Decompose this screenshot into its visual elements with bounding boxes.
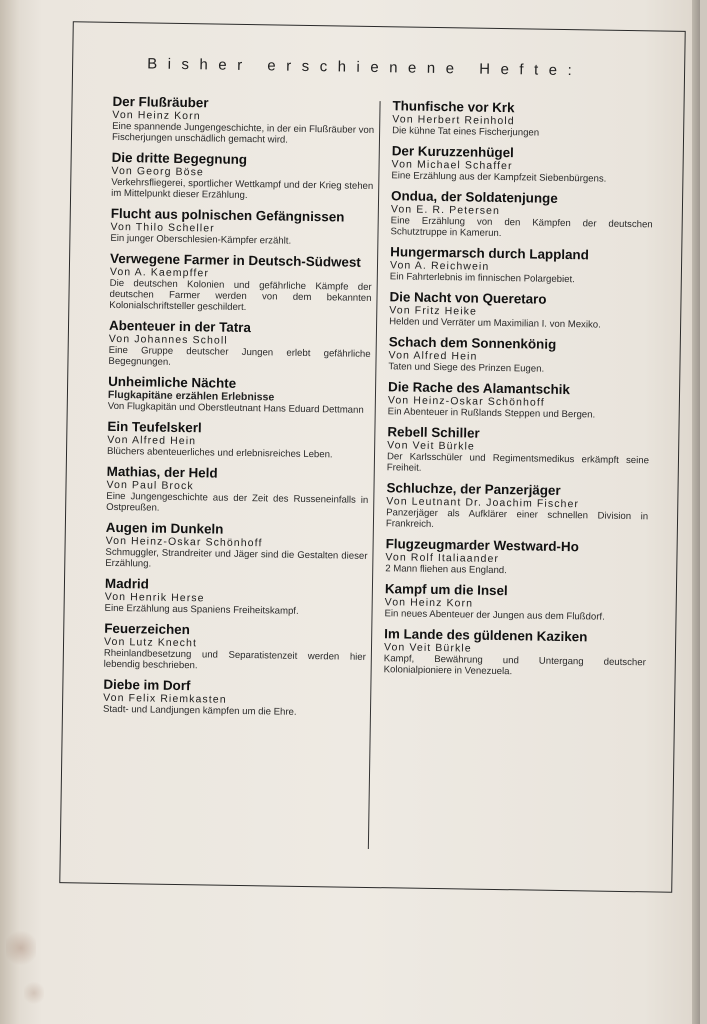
entry-description: Die kühne Tat eines Fischerjungen: [392, 125, 540, 139]
list-item: [103, 678, 366, 719]
entry-author: Von Thilo Scheller: [110, 220, 215, 235]
entry-description: Kampf, Bewährung und Untergang deutscher Kolonialpioniere in Venezuela.: [383, 653, 646, 678]
list-item: [107, 420, 370, 461]
entry-author: Von A. Reichwein: [389, 259, 490, 273]
entry-title: Augen im Dunkeln: [105, 519, 224, 537]
entry-description: Eine Erzählung von den Kämpfen der deutschen Schutztruppe in Kamerun.: [390, 215, 653, 239]
list-item: [390, 245, 653, 286]
paper-stain: [6, 928, 36, 968]
entry-description: Rheinlandbesetzung und Separatistenzeit werden hier lebendig beschrieben.: [103, 647, 366, 672]
entry-description: Verkehrsfliegerei, sportlicher Wettkampf und der Krieg stehen im Mittelpunkt dieser Erzählung.: [111, 176, 374, 202]
list-item: [112, 95, 375, 147]
entry-title: Der Kuruzzenhügel: [391, 143, 514, 161]
entry-author: Von Flugkapitän und Oberstleutnant Hans Eduard Dettmann: [107, 400, 364, 416]
entry-title: Schluchze, der Panzerjäger: [386, 480, 561, 498]
entry-description: Der Karlsschüler und Regimentsmedikus erkämpft seine Freiheit.: [386, 451, 650, 474]
entry-description: Eine Erzählung aus der Kampfzeit Siebenbürgens.: [391, 170, 607, 185]
entry-title: Ein Teufelskerl: [107, 418, 202, 436]
entry-title: Flucht aus polnischen Gefängnissen: [110, 205, 345, 225]
entry-author: Von Henrik Herse: [104, 590, 205, 605]
entry-subtitle: Flugkapitäne erzählen Erlebnisse: [107, 388, 275, 404]
entry-author: Von E. R. Petersen: [390, 203, 501, 217]
entry-title: Die dritte Begegnung: [111, 149, 248, 167]
entry-title: Kampf um die Insel: [384, 581, 508, 599]
entry-title: Rebell Schiller: [387, 424, 480, 441]
list-item: [385, 537, 648, 578]
entry-title: Unheimliche Nächte: [108, 373, 237, 391]
entry-description: Helden und Verräter um Maximilian I. von Mexiko.: [389, 316, 601, 331]
entry-description: Ein neues Abenteuer der Jungen aus dem Flußdorf.: [384, 608, 605, 623]
entry-description: Eine Gruppe deutscher Jungen erlebt gefährliche Begegnungen.: [108, 344, 371, 368]
list-item: [105, 521, 368, 573]
entry-title: Mathias, der Held: [106, 463, 218, 481]
page-heading: Bisher erschienene Hefte:: [147, 55, 583, 80]
entry-author: Von Georg Böse: [111, 164, 204, 179]
entry-author: Von Veit Bürkle: [387, 439, 475, 453]
entry-author: Von Michael Schaffer: [391, 158, 513, 173]
entry-title: Abenteuer in der Tatra: [108, 317, 252, 336]
entry-title: Madrid: [104, 575, 150, 592]
entry-title: Feuerzeichen: [104, 620, 190, 638]
list-item: [384, 627, 647, 679]
entry-author: Von Paul Brock: [106, 478, 194, 493]
list-item: [388, 335, 651, 376]
entry-title: Flugzeugmarder Westward-Ho: [385, 536, 579, 555]
entry-title: Die Nacht von Queretaro: [389, 289, 547, 307]
entry-author: Von Fritz Heike: [389, 304, 478, 318]
entry-description: Eine Erzählung aus Spaniens Freiheitskampf.: [104, 602, 299, 617]
right-column: [383, 99, 654, 687]
entry-title: Der Flußräuber: [112, 93, 209, 111]
list-item: [106, 465, 369, 517]
entry-description: Stadt- und Landjungen kämpfen um die Ehre.: [102, 703, 297, 718]
entry-title: Hungermarsch durch Lappland: [390, 244, 589, 263]
entry-description: Panzerjäger als Aufklärer einer schnellen Division in Frankreich.: [385, 507, 649, 530]
entry-author: Von Johannes Scholl: [108, 332, 228, 347]
entry-author: Von Veit Bürkle: [383, 641, 472, 655]
list-item: [111, 151, 374, 203]
list-item: [389, 290, 652, 331]
left-column: [103, 95, 375, 727]
entry-author: Von Leutnant Dr. Joachim Fischer: [386, 495, 580, 511]
entry-author: Von Heinz-Oskar Schönhoff: [387, 394, 545, 409]
entry-title: Die Rache des Alamantschik: [387, 379, 571, 398]
entry-author: Von Alfred Hein: [107, 433, 197, 448]
entry-author: Von Felix Riemkasten: [103, 691, 227, 706]
entry-description: Eine spannende Jungengeschichte, in der ein Flußräuber von Fischerjungen unschädlich gemacht wird.: [111, 120, 375, 146]
entry-title: Ondua, der Soldatenjunge: [390, 188, 558, 206]
entry-author: Von Heinz Korn: [112, 108, 201, 123]
list-item: [384, 582, 647, 623]
book-spine: [0, 0, 20, 1024]
entry-description: Taten und Siege des Prinzen Eugen.: [388, 361, 545, 375]
page-edge: [692, 0, 700, 1024]
entry-description: Blüchers abenteuerliches und erlebnisreiches Leben.: [106, 445, 333, 461]
entry-title: Diebe im Dorf: [103, 676, 191, 694]
list-item: [391, 144, 654, 185]
list-item: [386, 481, 649, 533]
list-item: [104, 622, 367, 674]
entry-author: Von A. Kaempffer: [109, 265, 210, 280]
entry-description: Die deutschen Kolonien und gefährliche Kämpfe der deutschen Farmer werden von dem bekannten Kolonialschriftsteller geschildert.: [109, 277, 372, 313]
list-item: [387, 425, 650, 477]
entry-title: Thunfische vor Krk: [392, 98, 515, 116]
entry-description: Ein junger Oberschlesien-Kämpfer erzählt.: [110, 232, 292, 247]
printed-frame: [59, 21, 685, 893]
list-item: [390, 189, 653, 241]
entry-description: Ein Fahrterlebnis im finnischen Polargebiet.: [389, 271, 575, 286]
entry-description: Eine Jungengeschichte aus der Zeit des Russeneinfalls in Ostpreußen.: [106, 490, 369, 514]
entry-title: Schach dem Sonnenkönig: [388, 334, 557, 352]
entry-author: Von Heinz-Oskar Schönhoff: [105, 534, 263, 550]
list-item: [109, 252, 372, 315]
list-item: [388, 380, 651, 421]
paper-stain: [24, 980, 44, 1006]
list-item: [108, 319, 371, 371]
list-item: [105, 577, 368, 618]
entry-description: 2 Mann fliehen aus England.: [385, 563, 507, 577]
entry-author: Von Lutz Knecht: [103, 635, 198, 650]
entry-description: Schmuggler, Strandreiter und Jäger sind die Gestalten dieser Erzählung.: [105, 546, 368, 570]
entry-title: Im Lande des güldenen Kaziken: [384, 626, 588, 645]
entry-author: Von Alfred Hein: [388, 349, 478, 363]
entry-author: Von Herbert Reinhold: [392, 113, 515, 128]
entry-title: Verwegene Farmer in Deutsch-Südwest: [109, 250, 361, 270]
list-item: [392, 99, 655, 140]
list-item: [108, 375, 371, 416]
entry-description: Ein Abenteuer in Rußlands Steppen und Bergen.: [387, 406, 596, 421]
list-item: [110, 207, 373, 248]
entry-author: Von Heinz Korn: [384, 596, 474, 610]
entry-author: Von Rolf Italiaander: [385, 551, 500, 565]
